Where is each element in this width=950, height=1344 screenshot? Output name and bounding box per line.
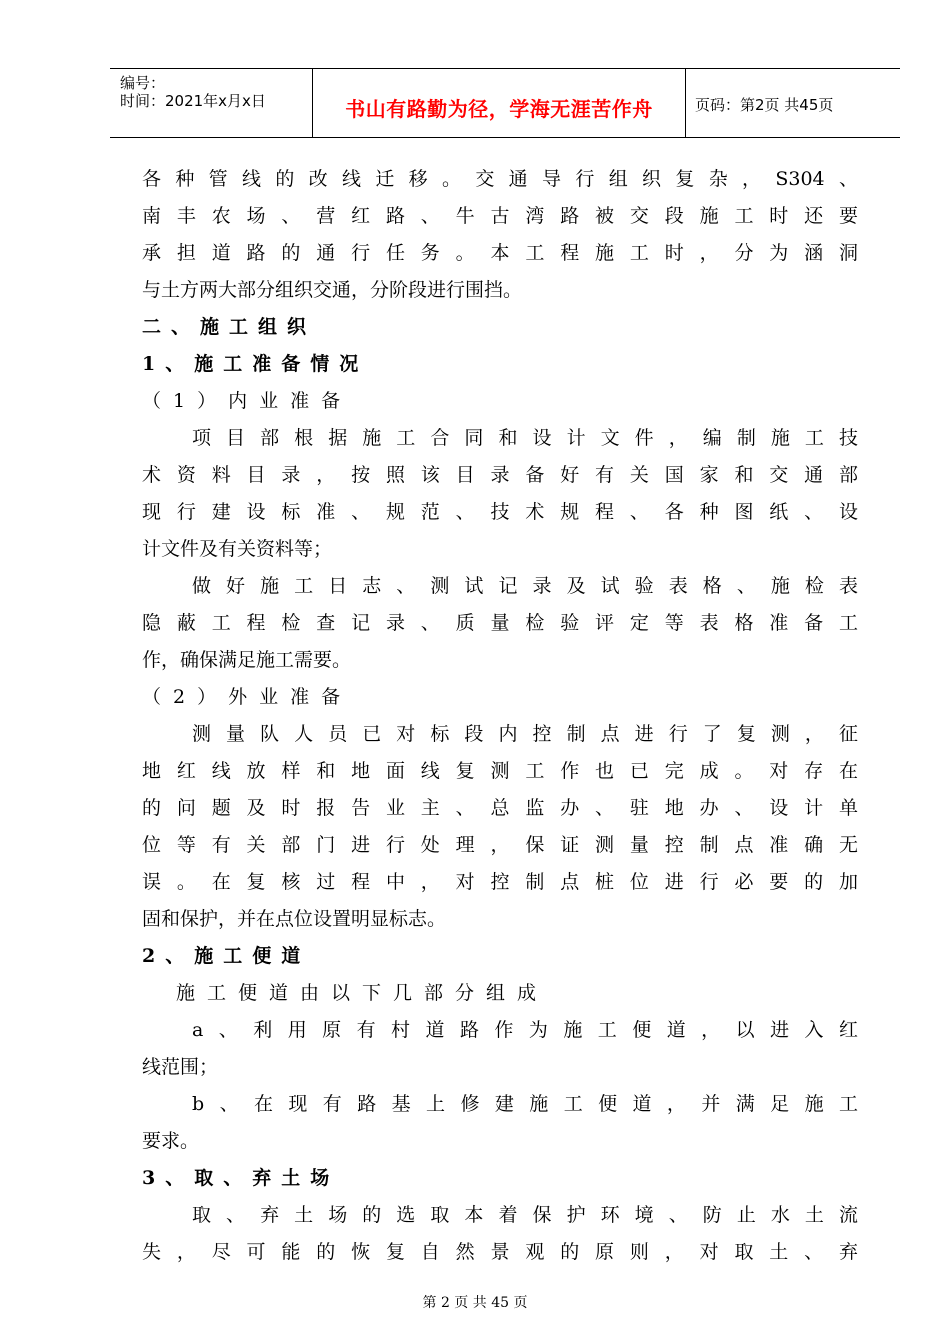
- text-line: 固和保护，并在点位设置明显标志。: [142, 908, 447, 930]
- text-line: a、利用原有村道路作为施工便道，以进入红: [192, 1019, 858, 1041]
- section-heading: 1、施工准备情况: [142, 353, 369, 375]
- text-line: 线范围；: [142, 1056, 219, 1078]
- text-line: 与土方两大部分组织交通，分阶段进行围挡。: [142, 279, 523, 301]
- text-line: 术资料目录，按照该目录备好有关国家和交通部: [142, 464, 858, 486]
- page-info: 页码：第2页 共45页: [695, 96, 834, 114]
- section-heading: 3、取、弃土场: [142, 1167, 340, 1189]
- header-right-cell: [685, 69, 900, 137]
- text-line: 承担道路的通行任务。本工程施工时，分为涵洞: [142, 242, 858, 264]
- number-label: 编号：: [120, 74, 166, 92]
- header-center-cell: [312, 69, 686, 137]
- time-label: 时间：2021年x月x日: [120, 92, 266, 110]
- text-line: 南丰农场、营红路、牛古湾路被交段施工时还要: [142, 205, 858, 227]
- text-line: 做好施工日志、测试记录及试验表格、施检表: [192, 575, 858, 597]
- text-line: 作，确保满足施工需要。: [142, 649, 352, 671]
- text-line: 现行建设标准、规范、技术规程、各种图纸、设: [142, 501, 858, 523]
- text-line: 测量队人员已对标段内控制点进行了复测，征: [192, 723, 858, 745]
- text-line: 隐蔽工程检查记录、质量检验评定等表格准备工: [142, 612, 858, 634]
- page-footer: 第 2 页 共 45 页: [422, 1295, 528, 1311]
- document-body: [142, 161, 858, 1271]
- text-line: b、在现有路基上修建施工便道，并满足施工: [192, 1093, 858, 1115]
- text-line: 地红线放样和地面线复测工作也已完成。对存在: [142, 760, 858, 782]
- text-line: 施工便道由以下几部分组成: [176, 982, 549, 1004]
- text-line: 要求。: [142, 1130, 200, 1152]
- header-table: [110, 68, 900, 138]
- text-line: 误。在复核过程中，对控制点桩位进行必要的加: [142, 871, 858, 893]
- section-heading: 2、施工便道: [142, 945, 311, 967]
- text-line: 位等有关部门进行处理，保证测量控制点准确无: [142, 834, 858, 856]
- text-line: 项目部根据施工合同和设计文件，编制施工技: [192, 427, 858, 449]
- section-heading: 二、施工组织: [142, 316, 317, 338]
- text-line: 的问题及时报告业主、总监办、驻地办、设计单: [142, 797, 858, 819]
- text-line: （1）内业准备: [142, 390, 353, 412]
- text-line: 计文件及有关资料等；: [142, 538, 333, 560]
- text-line: 失，尽可能的恢复自然景观的原则，对取土、弃: [142, 1241, 858, 1263]
- header-left-cell: [110, 69, 312, 137]
- header-motto: 书山有路勤为径，学海无涯苦作舟: [345, 97, 653, 121]
- text-line: 取、弃土场的选取本着保护环境、防止水土流: [192, 1204, 858, 1226]
- text-line: （2）外业准备: [142, 686, 353, 708]
- text-line: 各种管线的改线迁移。交通导行组织复杂，S304、: [142, 168, 858, 190]
